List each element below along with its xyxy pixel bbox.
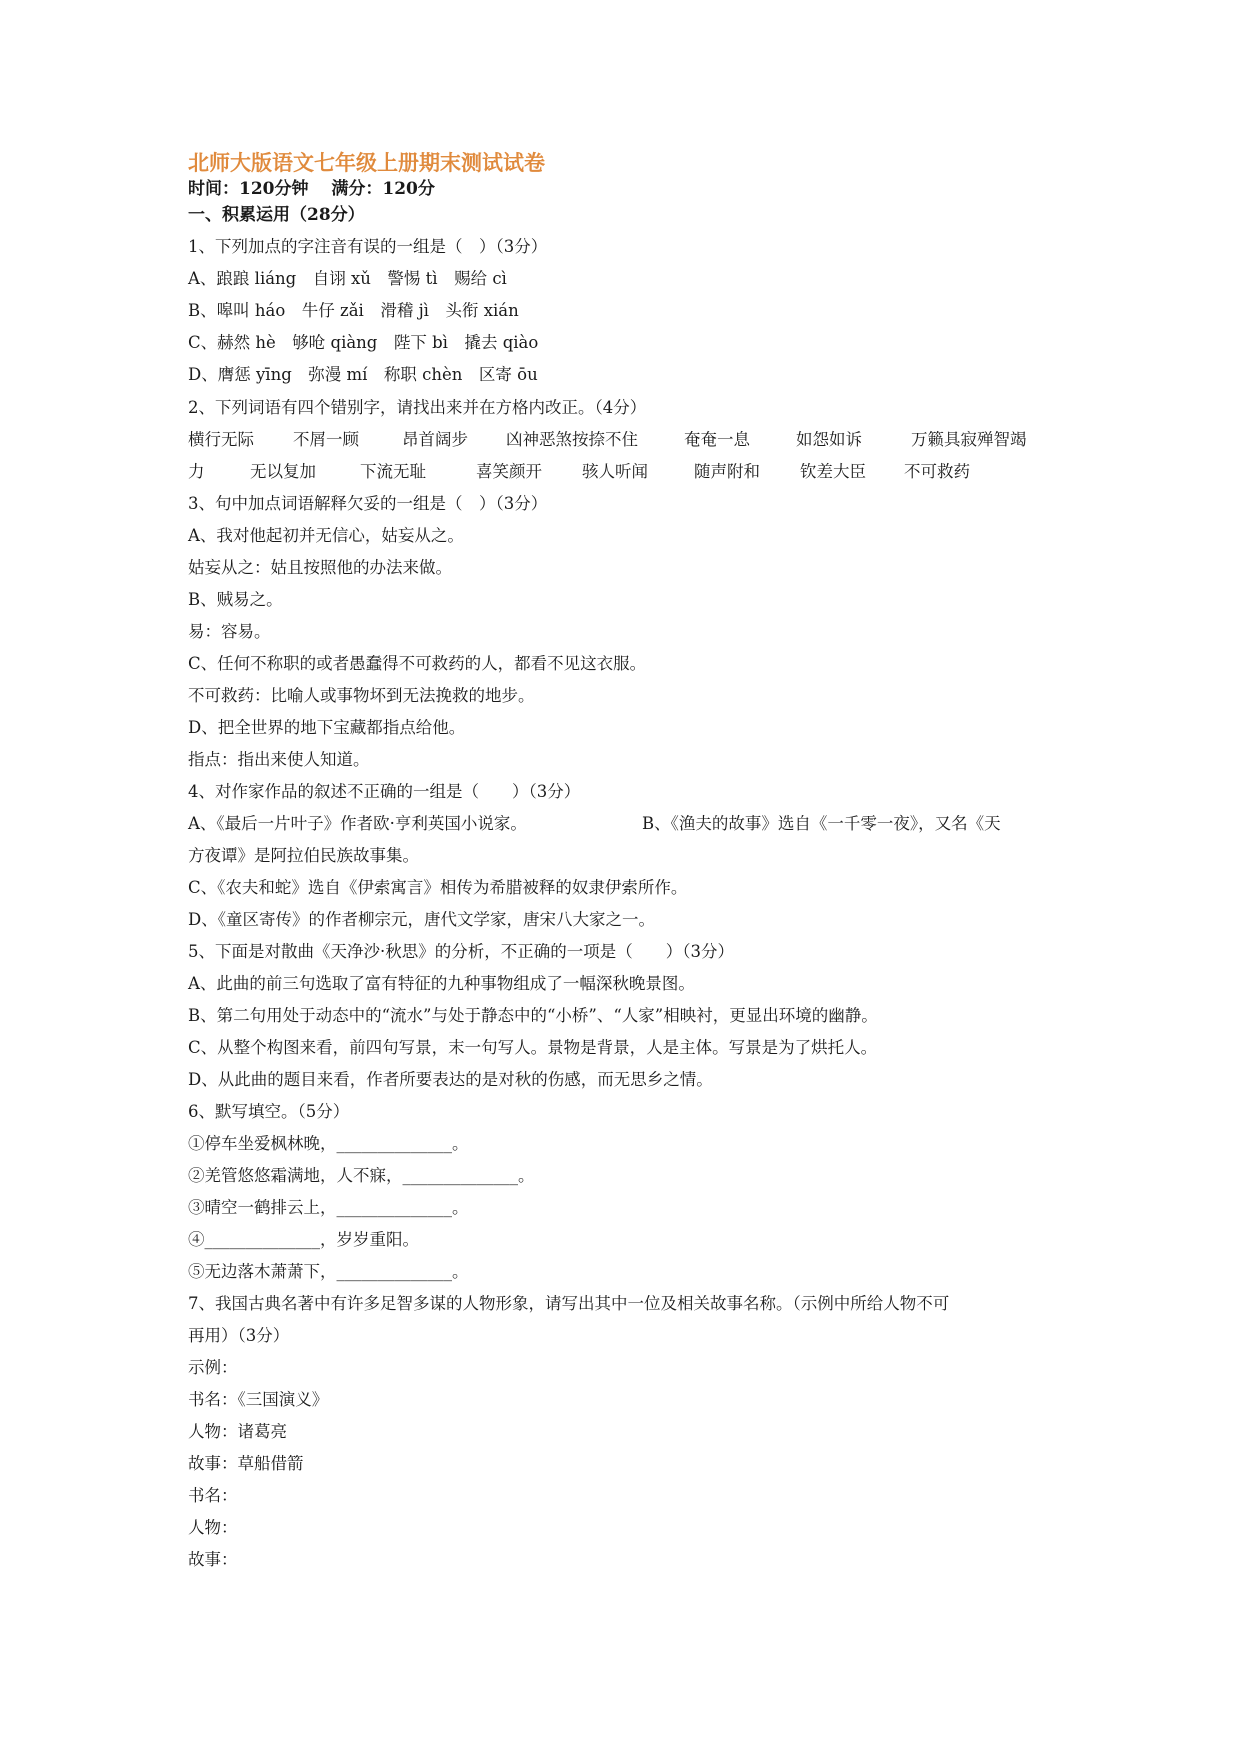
q1-option-a: A、踉踉 liáng 自诩 xǔ 警惕 tì 赐给 cì: [188, 269, 507, 288]
q2-stem: 2、下列词语有四个错别字，请找出来并在方格内改正。（4分）: [188, 398, 647, 417]
q1-option-c: C、赫然 hè 够呛 qiàng 陛下 bì 撬去 qiào: [188, 333, 539, 352]
q6-blank-3: ③晴空一鹤排云上，______________。: [188, 1198, 469, 1217]
q2-word: 万籁具寂殚智竭: [911, 430, 1027, 449]
q7-person-field: 人物：: [188, 1518, 238, 1537]
q7-story-field: 故事：: [188, 1550, 238, 1569]
q4-option-a: A、《最后一片叶子》作者欧·亨利英国小说家。: [188, 814, 527, 833]
q6-blank-2: ②羌管悠悠霜满地，人不寐，______________。: [188, 1166, 535, 1185]
q1-stem: 1、下列加点的字注音有误的一组是（ ）（3分）: [188, 237, 548, 256]
q7-book-field: 书名：: [188, 1486, 238, 1505]
q3-explain-a: 姑妄从之：姑且按照他的办法来做。: [188, 558, 452, 577]
q2-word: 随声附和: [694, 462, 760, 481]
q4-option-c: C、《农夫和蛇》选自《伊索寓言》相传为希腊被释的奴隶伊索所作。: [188, 878, 688, 897]
q7-example-person: 人物：诸葛亮: [188, 1422, 287, 1441]
q3-option-a: A、我对他起初并无信心，姑妄从之。: [188, 526, 464, 545]
q2-word: 如怨如诉: [796, 430, 862, 449]
q5-option-b: B、第二句用处于动态中的“流水”与处于静态中的“小桥”、“人家”相映衬，更显出环境的幽静。: [188, 1006, 878, 1025]
q1-option-d: D、膺惩 yīng 弥漫 mí 称职 chèn 区寄 ōu: [188, 365, 538, 384]
q4-option-b: B、《渔夫的故事》选自《一千零一夜》，又名《天: [642, 814, 1001, 833]
q2-word: 钦差大臣: [800, 462, 866, 481]
q3-option-c: C、任何不称职的或者愚蠢得不可救药的人，都看不见这衣服。: [188, 654, 647, 673]
q2-word: 骇人听闻: [582, 462, 648, 481]
q6-blank-4: ④______________，岁岁重阳。: [188, 1230, 419, 1249]
q5-stem: 5、下面是对散曲《天净沙·秋思》的分析，不正确的一项是（ ）（3分）: [188, 942, 734, 961]
q2-word: 奄奄一息: [684, 430, 750, 449]
exam-meta: 时间：120分钟 满分：120分: [188, 179, 435, 199]
q2-word: 昂首阔步: [402, 430, 468, 449]
q2-word: 下流无耻: [360, 462, 426, 481]
q7-example-story: 故事：草船借箭: [188, 1454, 304, 1473]
q2-word-row-1: [188, 429, 1048, 451]
q7-example-book: 书名：《三国演义》: [188, 1390, 329, 1409]
q3-option-b: B、贼易之。: [188, 590, 283, 609]
q2-word: 不可救药: [904, 462, 970, 481]
q3-explain-b: 易：容易。: [188, 622, 271, 641]
q2-word: 力: [188, 462, 205, 481]
q2-word: 喜笑颜开: [476, 462, 542, 481]
q7-stem: 7、我国古典名著中有许多足智多谋的人物形象，请写出其中一位及相关故事名称。（示例中所给人物不可: [188, 1294, 950, 1313]
q3-option-d: D、把全世界的地下宝藏都指点给他。: [188, 718, 466, 737]
q6-stem: 6、默写填空。（5分）: [188, 1102, 350, 1121]
q3-stem: 3、句中加点词语解释欠妥的一组是（ ）（3分）: [188, 494, 548, 513]
q5-option-a: A、此曲的前三句选取了富有特征的九种事物组成了一幅深秋晚景图。: [188, 974, 695, 993]
q2-word: 不屑一顾: [293, 430, 359, 449]
exam-title: 北师大版语文七年级上册期末测试试卷: [188, 150, 545, 175]
q3-explain-c: 不可救药：比喻人或事物坏到无法挽救的地步。: [188, 686, 535, 705]
q2-word: 横行无际: [188, 430, 254, 449]
q6-blank-1: ①停车坐爱枫林晚，______________。: [188, 1134, 469, 1153]
q2-word: 无以复加: [250, 462, 316, 481]
q3-explain-d: 指点：指出来使人知道。: [188, 750, 370, 769]
q2-word: 凶神恶煞按捺不住: [506, 430, 638, 449]
q4-stem: 4、对作家作品的叙述不正确的一组是（ ）（3分）: [188, 782, 581, 801]
q7-example-label: 示例：: [188, 1358, 238, 1377]
q4-option-b-continued: 方夜谭》是阿拉伯民族故事集。: [188, 846, 419, 865]
section-heading: 一、积累运用（28分）: [188, 205, 365, 225]
q4-option-d: D、《童区寄传》的作者柳宗元，唐代文学家，唐宋八大家之一。: [188, 910, 655, 929]
q6-blank-5: ⑤无边落木萧萧下，______________。: [188, 1262, 469, 1281]
q5-option-c: C、从整个构图来看，前四句写景，末一句写人。景物是背景，人是主体。写景是为了烘托人。: [188, 1038, 878, 1057]
q1-option-b: B、嗥叫 háo 牛仔 zǎi 滑稽 jì 头衔 xián: [188, 301, 519, 320]
q5-option-d: D、从此曲的题目来看，作者所要表达的是对秋的伤感，而无思乡之情。: [188, 1070, 713, 1089]
q7-stem-continued: 再用）（3分）: [188, 1326, 290, 1345]
q2-word-row-2: [188, 461, 1048, 483]
